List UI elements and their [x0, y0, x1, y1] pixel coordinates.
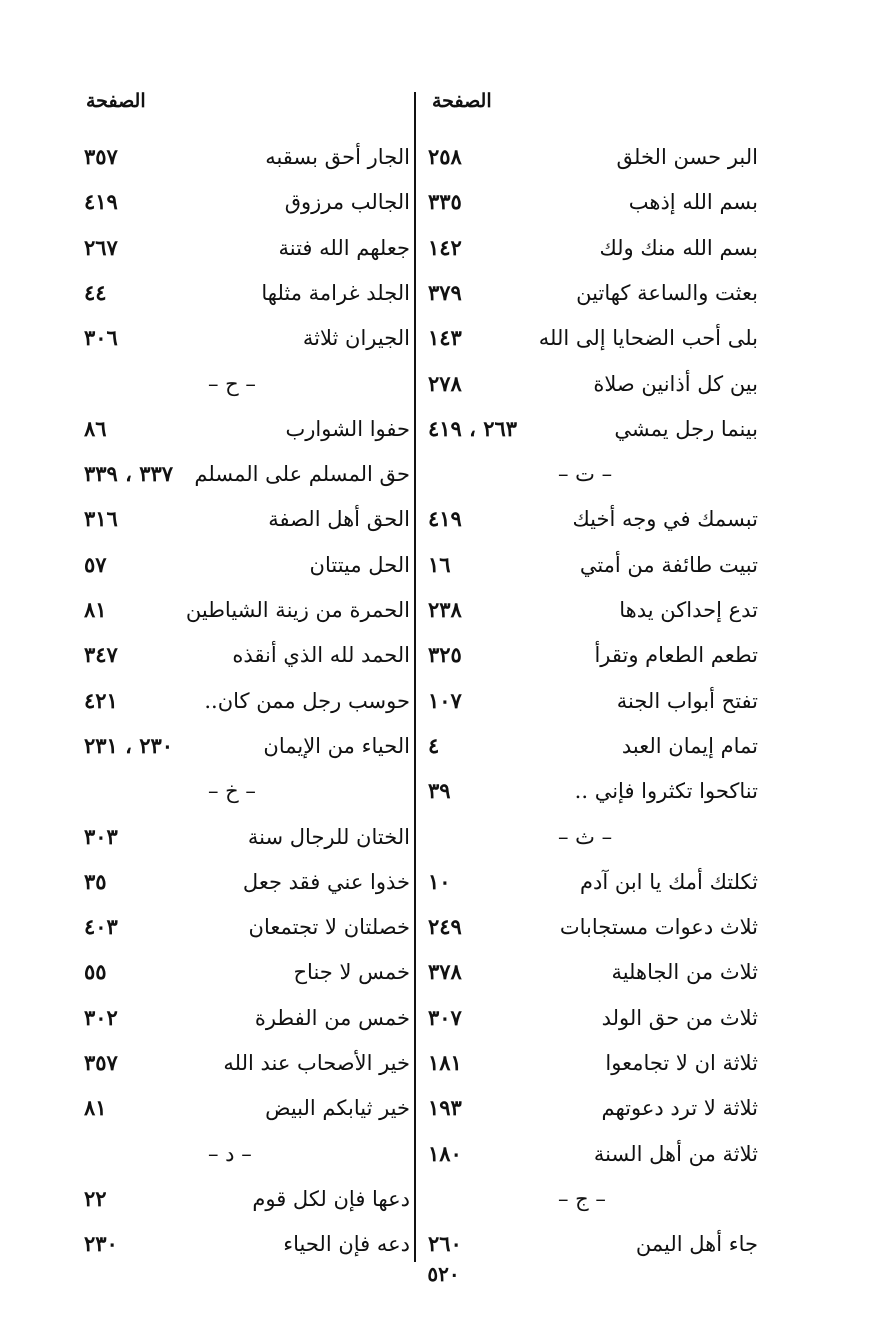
entry-page-number: ٨١ — [84, 1095, 107, 1120]
entry-title: الجالب مرزوق — [284, 190, 410, 214]
page-number: ٥٢٠ — [427, 1262, 460, 1286]
entry-title: تطعم الطعام وتقرأ — [594, 643, 758, 667]
section-letter-heading: – ت – — [558, 462, 613, 486]
index-entry — [418, 1227, 758, 1261]
column-divider — [414, 92, 416, 1262]
entry-page-number: ٢٦٧ — [84, 235, 118, 260]
index-entry — [78, 638, 410, 672]
entry-page-number: ٣٥ — [84, 869, 107, 894]
entry-title: ثلاثة لا ترد دعوتهم — [601, 1096, 758, 1120]
entry-title: حق المسلم على المسلم — [194, 462, 410, 486]
entry-page-number: ٨٦ — [84, 416, 107, 441]
entry-page-number: ٣٥٧ — [84, 1050, 118, 1075]
entry-title: الحمد لله الذي أنقذه — [232, 643, 410, 667]
section-letter-heading: – د – — [208, 1142, 252, 1166]
entry-page-number: ٢٦٠ — [428, 1231, 462, 1256]
entry-page-number: ٣٠٦ — [84, 325, 118, 350]
index-entry — [78, 1182, 410, 1216]
index-entry — [418, 910, 758, 944]
index-entry — [78, 1046, 410, 1080]
index-entry — [78, 548, 410, 582]
entry-title: خذوا عني فقد جعل — [242, 870, 410, 894]
entry-title: الجار أحق بسقبه — [265, 145, 410, 169]
entry-title: الحق أهل الصفة — [268, 507, 410, 531]
entry-page-number: ٣٣٥ — [428, 189, 462, 214]
entry-page-number: ٢٦٣ ، ٤١٩ — [428, 416, 518, 441]
index-entry — [418, 276, 758, 310]
entry-page-number: ١٤٢ — [428, 235, 462, 260]
index-entry — [78, 955, 410, 989]
entry-page-number: ٤١٩ — [84, 189, 118, 214]
index-entry — [78, 593, 410, 627]
entry-title: تدع إحداكن يدها — [619, 598, 758, 622]
entry-title: بسم الله منك ولك — [599, 236, 758, 260]
index-entry — [418, 140, 758, 174]
entry-page-number: ١٨٠ — [428, 1141, 462, 1166]
index-entry — [78, 684, 410, 718]
index-entry — [418, 502, 758, 536]
entry-title: تفتح أبواب الجنة — [616, 689, 758, 713]
entry-page-number: ٢٧٨ — [428, 371, 462, 396]
index-entry — [418, 367, 758, 401]
index-entry — [418, 321, 758, 355]
index-entry — [78, 865, 410, 899]
index-entry — [78, 1001, 410, 1035]
entry-page-number: ٣٤٧ — [84, 642, 118, 667]
index-entry — [78, 412, 410, 446]
entry-page-number: ٨١ — [84, 597, 107, 622]
entry-title: خير الأصحاب عند الله — [223, 1051, 410, 1075]
index-entry — [418, 638, 758, 672]
entry-page-number: ٣٩ — [428, 778, 451, 803]
entry-title: تبسمك في وجه أخيك — [572, 507, 758, 531]
index-entry — [78, 231, 410, 265]
index-entry — [418, 548, 758, 582]
entry-page-number: ١٦ — [428, 552, 451, 577]
entry-title: الجلد غرامة مثلها — [261, 281, 410, 305]
entry-page-number: ٤١٩ — [428, 506, 462, 531]
index-entry — [418, 955, 758, 989]
index-entry — [78, 910, 410, 944]
entry-page-number: ٣١٦ — [84, 506, 118, 531]
entry-page-number: ١٩٣ — [428, 1095, 462, 1120]
entry-title: حفوا الشوارب — [285, 417, 410, 441]
entry-title: ثلاثة ان لا تجامعوا — [605, 1051, 758, 1075]
entry-title: جعلهم الله فتنة — [278, 236, 410, 260]
entry-page-number: ٢٣٨ — [428, 597, 462, 622]
entry-page-number: ٢٥٨ — [428, 144, 462, 169]
index-entry — [78, 502, 410, 536]
index-entry — [418, 1046, 758, 1080]
index-entry — [78, 321, 410, 355]
entry-page-number: ٣٠٢ — [84, 1005, 118, 1030]
section-letter-heading: – ح – — [208, 372, 256, 396]
index-entry — [418, 684, 758, 718]
index-entry — [78, 457, 410, 491]
entry-page-number: ٣٧٩ — [428, 280, 462, 305]
index-entry — [418, 231, 758, 265]
entry-page-number: ٣٠٧ — [428, 1005, 462, 1030]
entry-page-number: ١٨١ — [428, 1050, 462, 1075]
entry-page-number: ٤٠٣ — [84, 914, 118, 939]
entry-title: الجيران ثلاثة — [302, 326, 410, 350]
index-entry — [78, 1091, 410, 1125]
entry-page-number: ٣٥٧ — [84, 144, 118, 169]
section-letter-heading: – خ – — [208, 779, 256, 803]
entry-page-number: ١٤٣ — [428, 325, 462, 350]
entry-page-number: ٥٧ — [84, 552, 107, 577]
entry-title: خمس لا جناح — [293, 960, 410, 984]
index-entry — [78, 1227, 410, 1261]
index-entry — [78, 276, 410, 310]
entry-title: خمس من الفطرة — [254, 1006, 410, 1030]
index-entry — [78, 140, 410, 174]
entry-page-number: ٤٢١ — [84, 688, 118, 713]
index-entry — [418, 593, 758, 627]
index-entry — [418, 185, 758, 219]
entry-title: تمام إيمان العبد — [621, 734, 758, 758]
entry-page-number: ٢٢ — [84, 1186, 107, 1211]
entry-page-number: ٢٣٠ ، ٢٣١ — [84, 733, 174, 758]
entry-title: ثلاثة من أهل السنة — [593, 1142, 758, 1166]
entry-title: الختان للرجال سنة — [247, 825, 410, 849]
index-entry — [418, 1001, 758, 1035]
entry-page-number: ٣٠٣ — [84, 824, 118, 849]
entry-title: دعها فإن لكل قوم — [252, 1187, 410, 1211]
entry-title: الحمرة من زينة الشياطين — [185, 598, 410, 622]
entry-title: بين كل أذانين صلاة — [593, 372, 758, 396]
index-entry — [78, 820, 410, 854]
entry-title: بعثت والساعة كهاتين — [576, 281, 758, 305]
entry-page-number: ١٠٧ — [428, 688, 462, 713]
entry-title: ثكلتك أمك يا ابن آدم — [579, 870, 758, 894]
entry-page-number: ٣٢٥ — [428, 642, 462, 667]
index-entry — [418, 1091, 758, 1125]
entry-title: تناكحوا تكثروا فإني .. — [574, 779, 758, 803]
index-entry — [418, 412, 758, 446]
entry-page-number: ٤ — [428, 733, 440, 758]
entry-page-number: ٢٤٩ — [428, 914, 462, 939]
entry-title: بسم الله إذهب — [628, 190, 758, 214]
index-entry — [418, 865, 758, 899]
entry-title: خصلتان لا تجتمعان — [248, 915, 410, 939]
entry-title: دعه فإن الحياء — [283, 1232, 410, 1256]
entry-page-number: ٢٣٠ — [84, 1231, 118, 1256]
section-letter-heading: – ث – — [558, 825, 613, 849]
section-letter-heading: – ج – — [558, 1187, 606, 1211]
entry-page-number: ٤٤ — [84, 280, 107, 305]
entry-page-number: ٣٣٧ ، ٣٣٩ — [84, 461, 174, 486]
entry-page-number: ٥٥ — [84, 959, 107, 984]
entry-title: حوسب رجل ممن كان.. — [204, 689, 410, 713]
index-entry — [418, 1137, 758, 1171]
entry-title: بلى أحب الضحايا إلى الله — [538, 326, 758, 350]
entry-title: ثلاث دعوات مستجابات — [559, 915, 758, 939]
index-entry — [78, 185, 410, 219]
entry-page-number: ١٠ — [428, 869, 451, 894]
entry-title: تبيت طائفة من أمتي — [579, 553, 758, 577]
entry-title: جاء أهل اليمن — [635, 1232, 758, 1256]
entry-title: بينما رجل يمشي — [614, 417, 758, 441]
entry-title: ثلاث من الجاهلية — [611, 960, 758, 984]
page-column-header: الصفحة — [432, 90, 492, 112]
entry-page-number: ٣٧٨ — [428, 959, 462, 984]
page-column-header: الصفحة — [86, 90, 146, 112]
index-entry — [78, 729, 410, 763]
entry-title: الحياء من الإيمان — [263, 734, 410, 758]
index-entry — [418, 774, 758, 808]
entry-title: ثلاث من حق الولد — [601, 1006, 758, 1030]
entry-title: الحل ميتتان — [309, 553, 410, 577]
entry-title: خير ثيابكم البيض — [265, 1096, 410, 1120]
index-entry — [418, 729, 758, 763]
entry-title: البر حسن الخلق — [616, 145, 758, 169]
